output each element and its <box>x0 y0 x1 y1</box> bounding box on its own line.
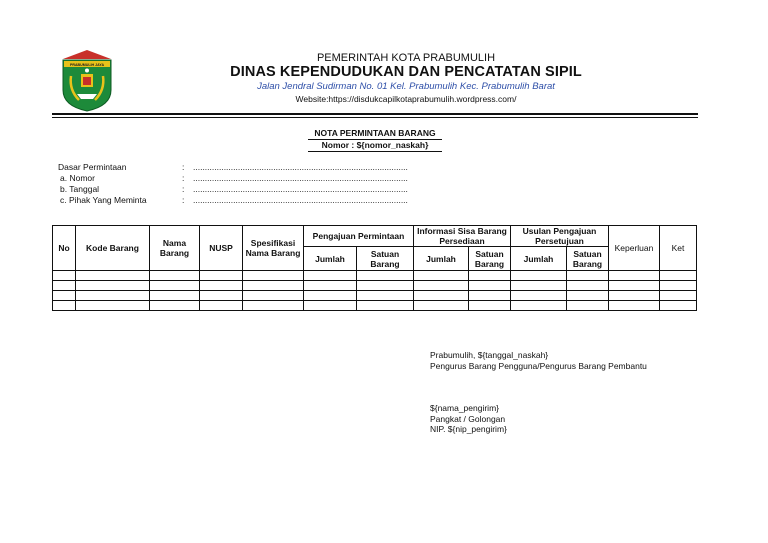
city-emblem-logo <box>59 46 115 112</box>
field-colon: : <box>182 173 185 183</box>
agency-website: Website:https://disdukcapilkotaprabumulih.wordpress.com/ <box>295 94 517 104</box>
signature-header <box>430 350 647 371</box>
header-informasi-sisa: Informasi Sisa Barang Persediaan <box>414 226 511 247</box>
signatory-nip: NIP. ${nip_pengirim} <box>430 424 507 434</box>
field-colon: : <box>182 195 185 205</box>
signature-place-date: Prabumulih, ${tanggal_naskah} <box>430 350 549 360</box>
header-divider-thin <box>52 117 698 118</box>
field-colon: : <box>182 162 185 172</box>
header-jumlah: Jumlah <box>414 247 469 271</box>
field-dots: ........................................................................................... <box>193 173 408 183</box>
signature-block <box>430 403 507 435</box>
header-nusp: NUSP <box>200 226 243 271</box>
request-basis-heading: Dasar Permintaan <box>58 162 127 172</box>
field-label-nomor: a. Nomor <box>60 173 95 183</box>
header-spesifikasi: Spesifikasi Nama Barang <box>243 226 304 271</box>
table-row <box>53 271 697 281</box>
header-satuan-barang: Satuan Barang <box>357 247 414 271</box>
header-jumlah: Jumlah <box>511 247 567 271</box>
signature-role: Pengurus Barang Pengguna/Pengurus Barang Pembantu <box>430 360 647 371</box>
header-satuan-barang: Satuan Barang <box>567 247 609 271</box>
field-colon: : <box>182 184 185 194</box>
agency-address: Jalan Jendral Sudirman No. 01 Kel. Prabumulih Kec. Prabumulih Barat <box>257 81 555 92</box>
signatory-rank: Pangkat / Golongan <box>430 413 506 424</box>
header-jumlah: Jumlah <box>304 247 357 271</box>
government-name: PEMERINTAH KOTA PRABUMULIH <box>316 52 496 64</box>
header-ket: Ket <box>660 226 697 271</box>
document-number: Nomor : ${nomor_naskah} <box>0 140 750 150</box>
field-dots: ........................................................................................... <box>193 184 408 194</box>
header-satuan-barang: Satuan Barang <box>469 247 511 271</box>
logo-text: PRABUMULIH JAYA <box>69 63 105 67</box>
document-title: NOTA PERMINTAAN BARANG <box>0 128 750 138</box>
header-usulan-pengajuan: Usulan Pengajuan Persetujuan <box>511 226 609 247</box>
header-nama-barang: Nama Barang <box>150 226 200 271</box>
table-row <box>53 301 697 311</box>
header-keperluan: Keperluan <box>609 226 660 271</box>
signatory-name: ${nama_pengirim} <box>430 403 499 413</box>
header-no: No <box>53 226 76 271</box>
field-label-pihak: c. Pihak Yang Meminta <box>60 195 147 205</box>
header-divider-thick <box>52 113 698 115</box>
field-dots: ........................................................................................... <box>193 162 408 172</box>
header-pengajuan-permintaan: Pengajuan Permintaan <box>304 226 414 247</box>
field-label-tanggal: b. Tanggal <box>60 184 100 194</box>
field-dots: ........................................................................................... <box>193 195 408 205</box>
table-row <box>53 291 697 301</box>
table-row <box>53 281 697 291</box>
request-items-table <box>52 225 697 311</box>
header-kode-barang: Kode Barang <box>76 226 150 271</box>
agency-name: DINAS KEPENDUDUKAN DAN PENCATATAN SIPIL <box>230 64 582 80</box>
